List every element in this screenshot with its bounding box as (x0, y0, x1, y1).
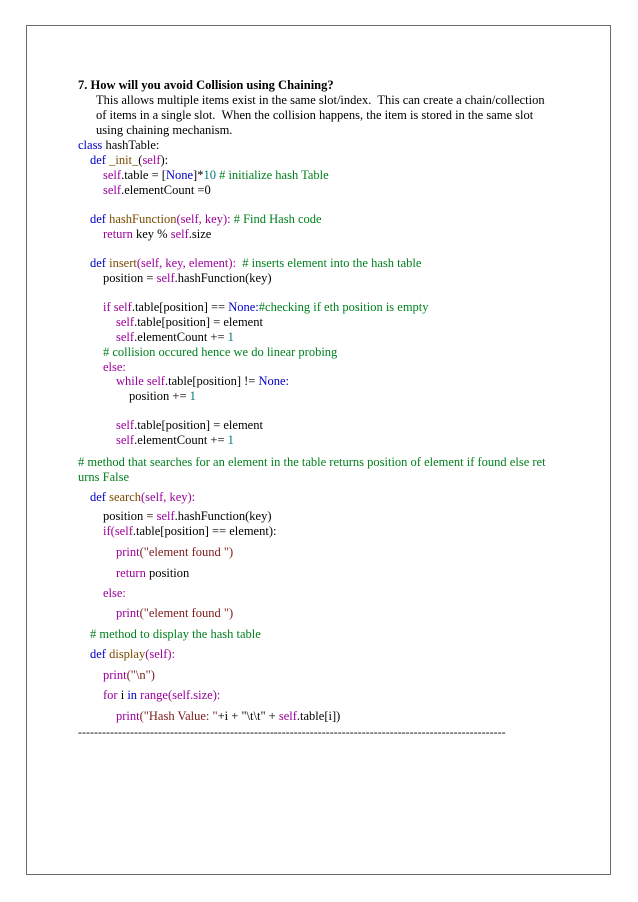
code-line: position = self.hashFunction(key) (103, 509, 272, 523)
code-line: self.table = [None]*10 # initialize hash Table (103, 168, 329, 182)
code-line: if self.table[position] == None:#checking if eth position is empty (103, 300, 429, 314)
code-line: print("Hash Value: "+i + "\t\t" + self.table[i]) (116, 709, 341, 723)
code-line: self.elementCount =0 (103, 183, 211, 197)
code-line: return key % self.size (103, 227, 212, 241)
code-line: print("\n") (103, 668, 155, 682)
question-para-line: of items in a single slot. When the collision happens, the item is stored in the same slot (96, 108, 534, 122)
code-line: if(self.table[position] == element): (103, 524, 277, 538)
code-line: # collision occured hence we do linear probing (103, 345, 338, 359)
code-comment: # method to display the hash table (90, 627, 261, 641)
code-comment: urns False (78, 470, 130, 484)
code-line: self.elementCount += 1 (116, 330, 234, 344)
code-line: self.elementCount += 1 (116, 433, 234, 447)
code-line: return position (116, 566, 190, 580)
code-line: def insert(self, key, element): # inserts element into the hash table (90, 256, 422, 270)
code-line: class hashTable: (78, 138, 160, 152)
code-line: def search(self, key): (90, 490, 196, 504)
code-line: self.table[position] = element (116, 315, 263, 329)
question-para-line: This allows multiple items exist in the same slot/index. This can create a chain/collection (96, 93, 545, 107)
code-line: for i in range(self.size): (103, 688, 221, 702)
code-line: def hashFunction(self, key): # Find Hash code (90, 212, 322, 226)
code-line: print("element found ") (116, 606, 234, 620)
code-line: position += 1 (129, 389, 196, 403)
code-line: position = self.hashFunction(key) (103, 271, 272, 285)
code-line: print("element found ") (116, 545, 234, 559)
code-line: self.table[position] = element (116, 418, 263, 432)
code-line: while self.table[position] != None: (116, 374, 290, 388)
code-line: def _init_(self): (90, 153, 169, 167)
code-line: else: (103, 586, 126, 600)
code-line: else: (103, 360, 126, 374)
question-para-line: using chaining mechanism. (96, 123, 233, 137)
question-title: 7. How will you avoid Collision using Chaining? (78, 78, 334, 92)
code-line: def display(self): (90, 647, 176, 661)
code-comment: # method that searches for an element in the table returns position of element if found else ret (78, 455, 546, 469)
section-divider: ----------------------------------------------------------------------------------------------------------- (78, 725, 506, 739)
